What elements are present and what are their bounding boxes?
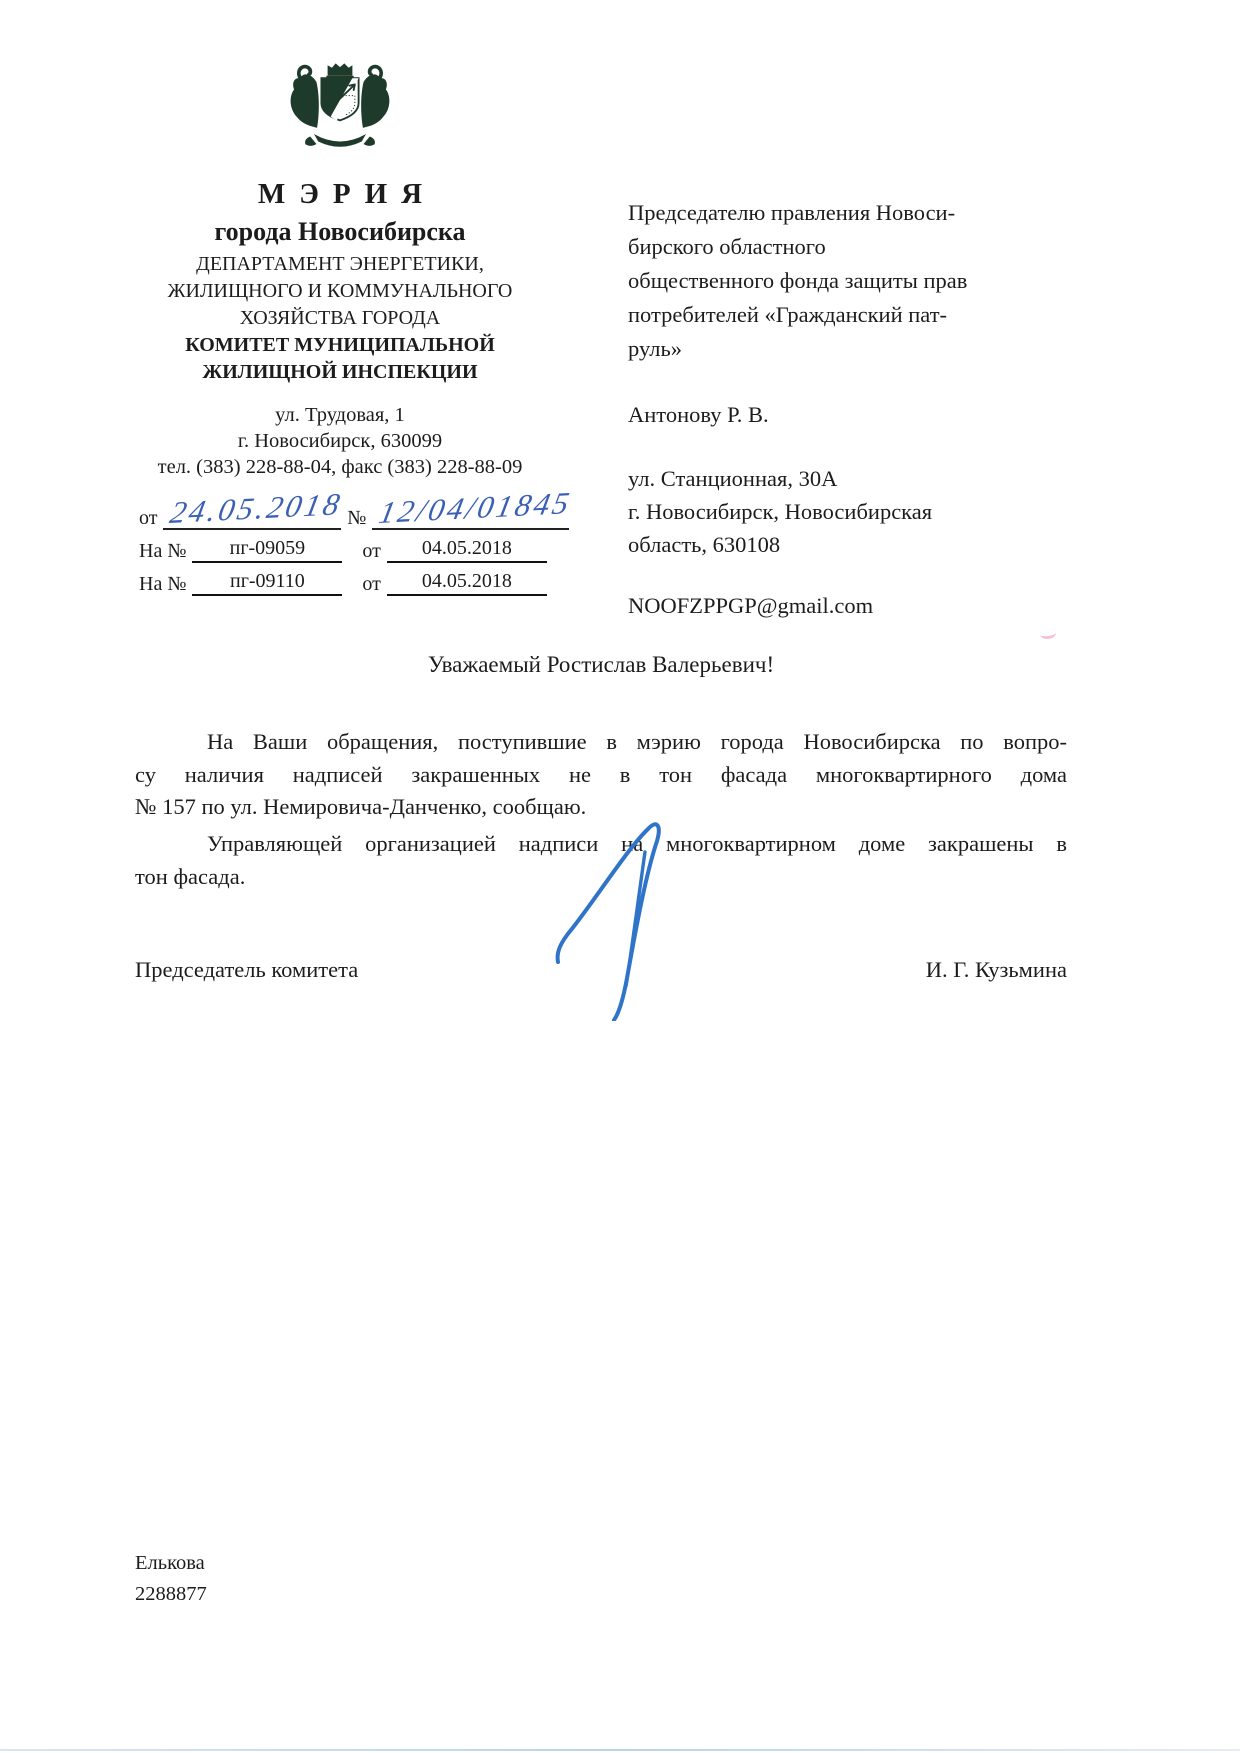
- executor-block: [135, 1548, 207, 1610]
- recipient-email: NOOFZPPGP@gmail.com: [628, 593, 874, 618]
- incoming-ref-date: 04.05.2018: [387, 570, 547, 596]
- sender-address-line: г. Новосибирск, 630099: [237, 430, 443, 452]
- body-line: тон фасада.: [135, 863, 246, 889]
- body-line: № 157 по ул. Немировича-Данченко, сообщаю.: [135, 794, 587, 819]
- incoming-ref-from-label: от: [362, 540, 381, 562]
- body-paragraph-1: [135, 726, 1067, 824]
- committee-name: [105, 332, 575, 386]
- handwritten-number: 12/04/01845: [376, 485, 576, 531]
- recipient-address-line: г. Новосибирск, Новосибирская: [628, 499, 933, 524]
- handwritten-signature: [548, 816, 708, 1021]
- incoming-ref-row: [105, 570, 575, 596]
- incoming-ref-from-label: от: [362, 573, 381, 595]
- executor-name: Елькова: [135, 1552, 205, 1574]
- recipient-name: Антонову Р. В.: [628, 402, 769, 427]
- outgoing-number-row: [105, 485, 576, 531]
- body-line: су наличия надписей закрашенных не в тон фасада многоквартирного дома: [135, 761, 1067, 787]
- scan-edge-line: [0, 1749, 1240, 1751]
- incoming-ref-date: 04.05.2018: [387, 537, 547, 563]
- incoming-ref-label: На №: [139, 540, 187, 562]
- outgoing-date-field: [163, 486, 347, 531]
- executor-phone: 2288877: [135, 1583, 207, 1605]
- incoming-ref-row: [105, 537, 575, 563]
- body-line: На Ваши обращения, поступившие в мэрию города Новосибирска по вопро-: [207, 729, 1067, 754]
- org-title: МЭРИЯ: [257, 178, 437, 210]
- committee-line: ЖИЛИЩНОЙ ИНСПЕКЦИИ: [202, 361, 478, 383]
- recipient-address-line: область, 630108: [628, 532, 781, 557]
- incoming-ref-number: пг-09059: [192, 537, 342, 563]
- outgoing-number-field: [372, 485, 576, 531]
- recipient-address: [628, 462, 1090, 561]
- recipient-block: [628, 196, 1090, 623]
- incoming-ref-number: пг-09110: [192, 570, 342, 596]
- committee-line: КОМИТЕТ МУНИЦИПАЛЬНОЙ: [185, 334, 495, 356]
- novosibirsk-coat-of-arms-icon: [278, 58, 402, 158]
- recipient-org-line: общественного фонда защиты прав: [628, 268, 968, 293]
- salutation: Уважаемый Ростислав Валерьевич!: [427, 652, 775, 677]
- recipient-organization: [628, 196, 1090, 366]
- org-subtitle: города Новосибирска: [214, 217, 466, 246]
- outgoing-number-label: №: [347, 507, 367, 529]
- signer-position: Председатель комитета: [135, 957, 359, 982]
- handwritten-date: 24.05.2018: [167, 486, 347, 531]
- recipient-org-line: Председателю правления Новоси-: [628, 200, 956, 225]
- department-name: [105, 251, 575, 332]
- sender-address-line: тел. (383) 228-88-04, факс (383) 228-88-09: [157, 456, 523, 478]
- scan-artifact-mark: [1039, 627, 1056, 640]
- incoming-ref-label: На №: [139, 573, 187, 595]
- body-line: Управляющей организацией надписи на многоквартирном доме закрашены в: [207, 831, 1067, 856]
- department-line: ДЕПАРТАМЕНТ ЭНЕРГЕТИКИ,: [196, 253, 484, 275]
- signer-name: И. Г. Кузьмина: [925, 957, 1067, 982]
- recipient-org-line: руль»: [628, 336, 682, 361]
- sender-address-line: ул. Трудовая, 1: [275, 404, 405, 426]
- department-line: ЖИЛИЩНОГО И КОММУНАЛЬНОГО: [167, 280, 513, 302]
- recipient-org-line: бирского областного: [628, 234, 826, 259]
- recipient-address-line: ул. Станционная, 30А: [628, 466, 838, 491]
- sender-block: [105, 58, 575, 596]
- recipient-org-line: потребителей «Гражданский пат-: [628, 302, 948, 327]
- outgoing-from-label: от: [139, 507, 158, 529]
- sender-address: [105, 402, 575, 480]
- department-line: ХОЗЯЙСТВА ГОРОДА: [239, 307, 441, 329]
